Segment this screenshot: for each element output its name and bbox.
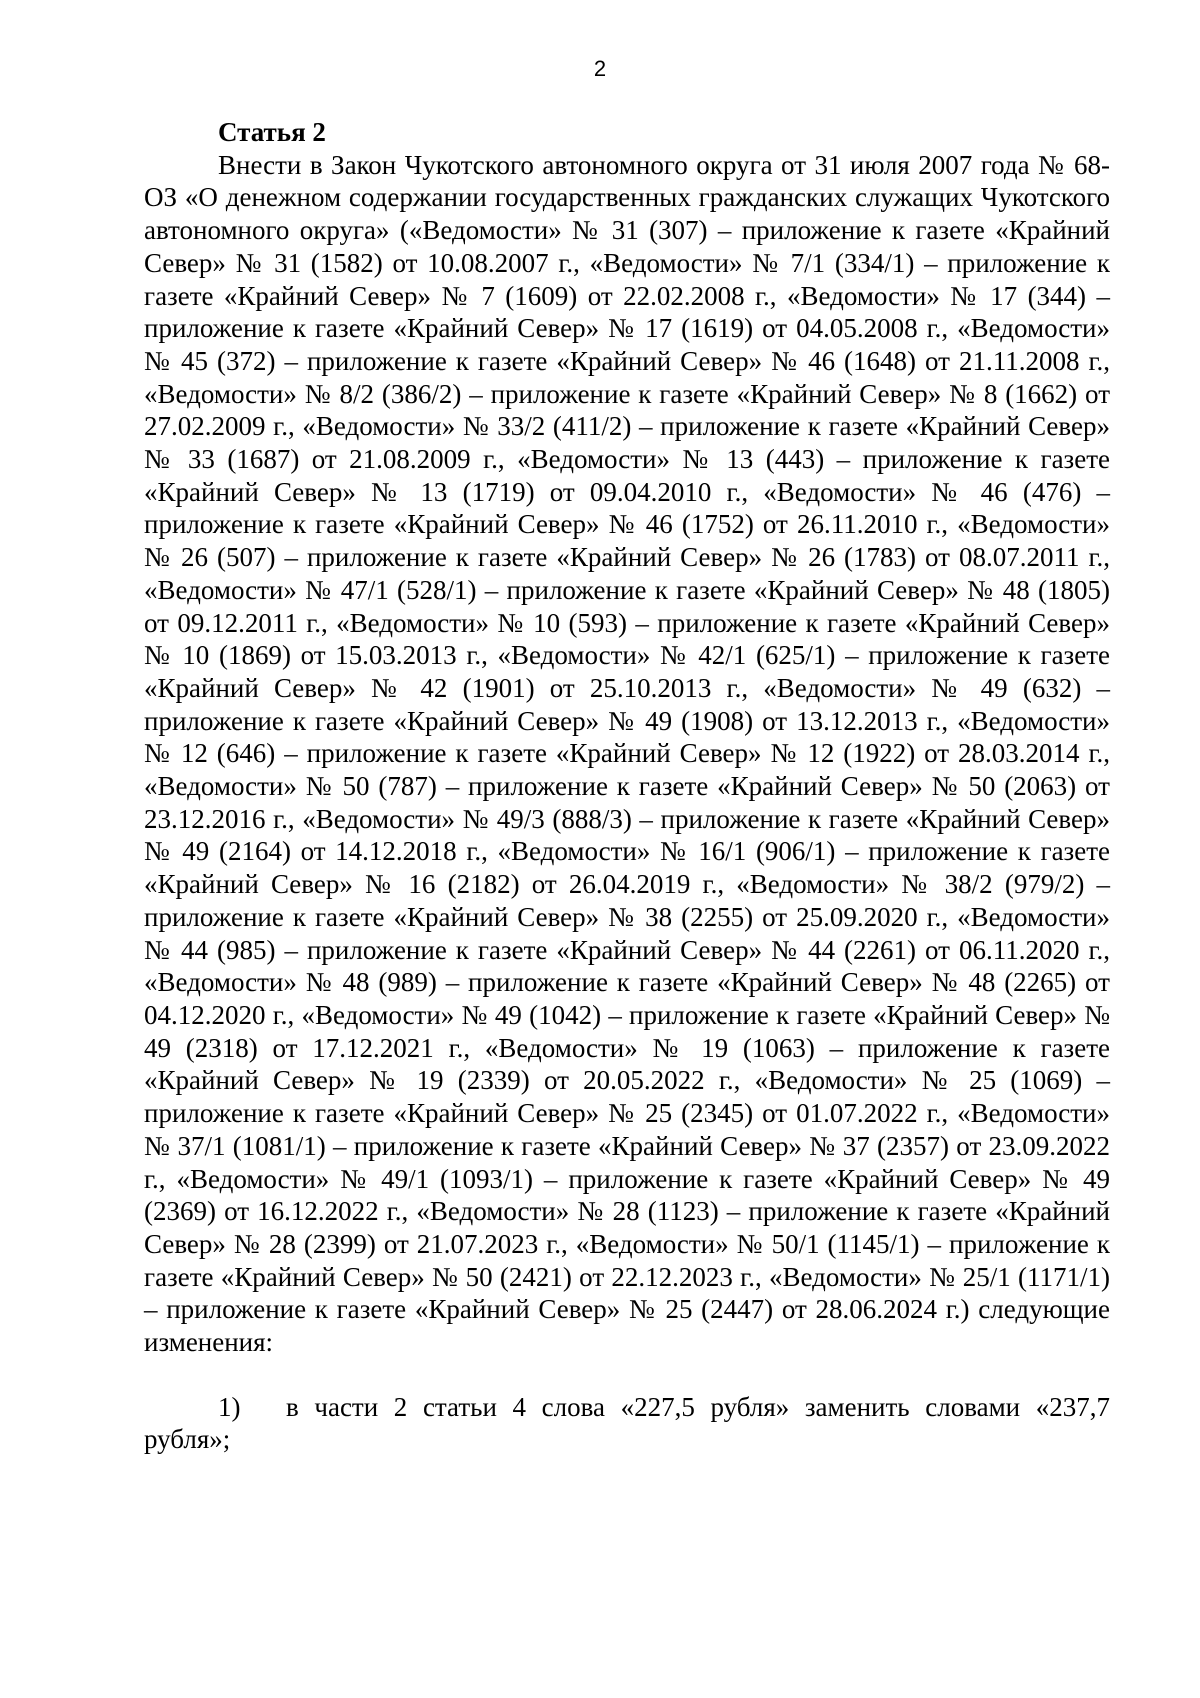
document-body <box>144 116 1110 1456</box>
article-intro-paragraph: Внести в Закон Чукотского автономного округа от 31 июля 2007 года № 68-ОЗ «О денежном содержании государственных гражданских служащих Чукотского автономного округа» («Ведомости» № 31 (307) – приложение к газете «Крайний Север» № 31 (1582) от 10.08.2007 г., «Ведомости» № 7/1 (334/1) – приложение к газете «Крайний Север» № 7 (1609) от 22.02.2008 г., «Ведомости» № 17 (344) – приложение к газете «Крайний Север» № 17 (1619) от 04.05.2008 г., «Ведомости» № 45 (372) – приложение к газете «Крайний Север» № 46 (1648) от 21.11.2008 г., «Ведомости» № 8/2 (386/2) – приложение к газете «Крайний Север» № 8 (1662) от 27.02.2009 г., «Ведомости» № 33/2 (411/2) – приложение к газете «Крайний Север» № 33 (1687) от 21.08.2009 г., «Ведомости» № 13 (443) – приложение к газете «Крайний Север» № 13 (1719) от 09.04.2010 г., «Ведомости» № 46 (476) – приложение к газете «Крайний Север» № 46 (1752) от 26.11.2010 г., «Ведомости» № 26 (507) – приложение к газете «Крайний Север» № 26 (1783) от 08.07.2011 г., «Ведомости» № 47/1 (528/1) – приложение к газете «Крайний Север» № 48 (1805) от 09.12.2011 г., «Ведомости» № 10 (593) – приложение к газете «Крайний Север» № 10 (1869) от 15.03.2013 г., «Ведомости» № 42/1 (625/1) – приложение к газете «Крайний Север» № 42 (1901) от 25.10.2013 г., «Ведомости» № 49 (632) – приложение к газете «Крайний Север» № 49 (1908) от 13.12.2013 г., «Ведомости» № 12 (646) – приложение к газете «Крайний Север» № 12 (1922) от 28.03.2014 г., «Ведомости» № 50 (787) – приложение к газете «Крайний Север» № 50 (2063) от 23.12.2016 г., «Ведомости» № 49/3 (888/3) – приложение к газете «Крайний Север» № 49 (2164) от 14.12.2018 г., «Ведомости» № 16/1 (906/1) – приложение к газете «Крайний Север» № 16 (2182) от 26.04.2019 г., «Ведомости» № 38/2 (979/2) – приложение к газете «Крайний Север» № 38 (2255) от 25.09.2020 г., «Ведомости» № 44 (985) – приложение к газете «Крайний Север» № 44 (2261) от 06.11.2020 г., «Ведомости» № 48 (989) – приложение к газете «Крайний Север» № 48 (2265) от 04.12.2020 г., «Ведомости» № 49 (1042) – приложение к газете «Крайний Север» № 49 (2318) от 17.12.2021 г., «Ведомости» № 19 (1063) – приложение к газете «Крайний Север» № 19 (2339) от 20.05.2022 г., «Ведомости» № 25 (1069) – приложение к газете «Крайний Север» № 25 (2345) от 01.07.2022 г., «Ведомости» № 37/1 (1081/1) – приложение к газете «Крайний Север» № 37 (2357) от 23.09.2022 г., «Ведомости» № 49/1 (1093/1) – приложение к газете «Крайний Север» № 49 (2369) от 16.12.2022 г., «Ведомости» № 28 (1123) – приложение к газете «Крайний Север» № 28 (2399) от 21.07.2023 г., «Ведомости» № 50/1 (1145/1) – приложение к газете «Крайний Север» № 50 (2421) от 22.12.2023 г., «Ведомости» № 25/1 (1171/1) – приложение к газете «Крайний Север» № 25 (2447) от 28.06.2024 г.) следующие изменения: <box>144 149 1110 1358</box>
amendment-item-text: в части 2 статьи 4 слова «227,5 рубля» заменить словами «237,7 рубля»; <box>144 1391 1110 1455</box>
article-title: Статья 2 <box>218 117 326 147</box>
amendment-item <box>144 1391 1110 1456</box>
amendment-item-number: 1) <box>218 1391 241 1422</box>
page-number: 2 <box>593 56 607 81</box>
